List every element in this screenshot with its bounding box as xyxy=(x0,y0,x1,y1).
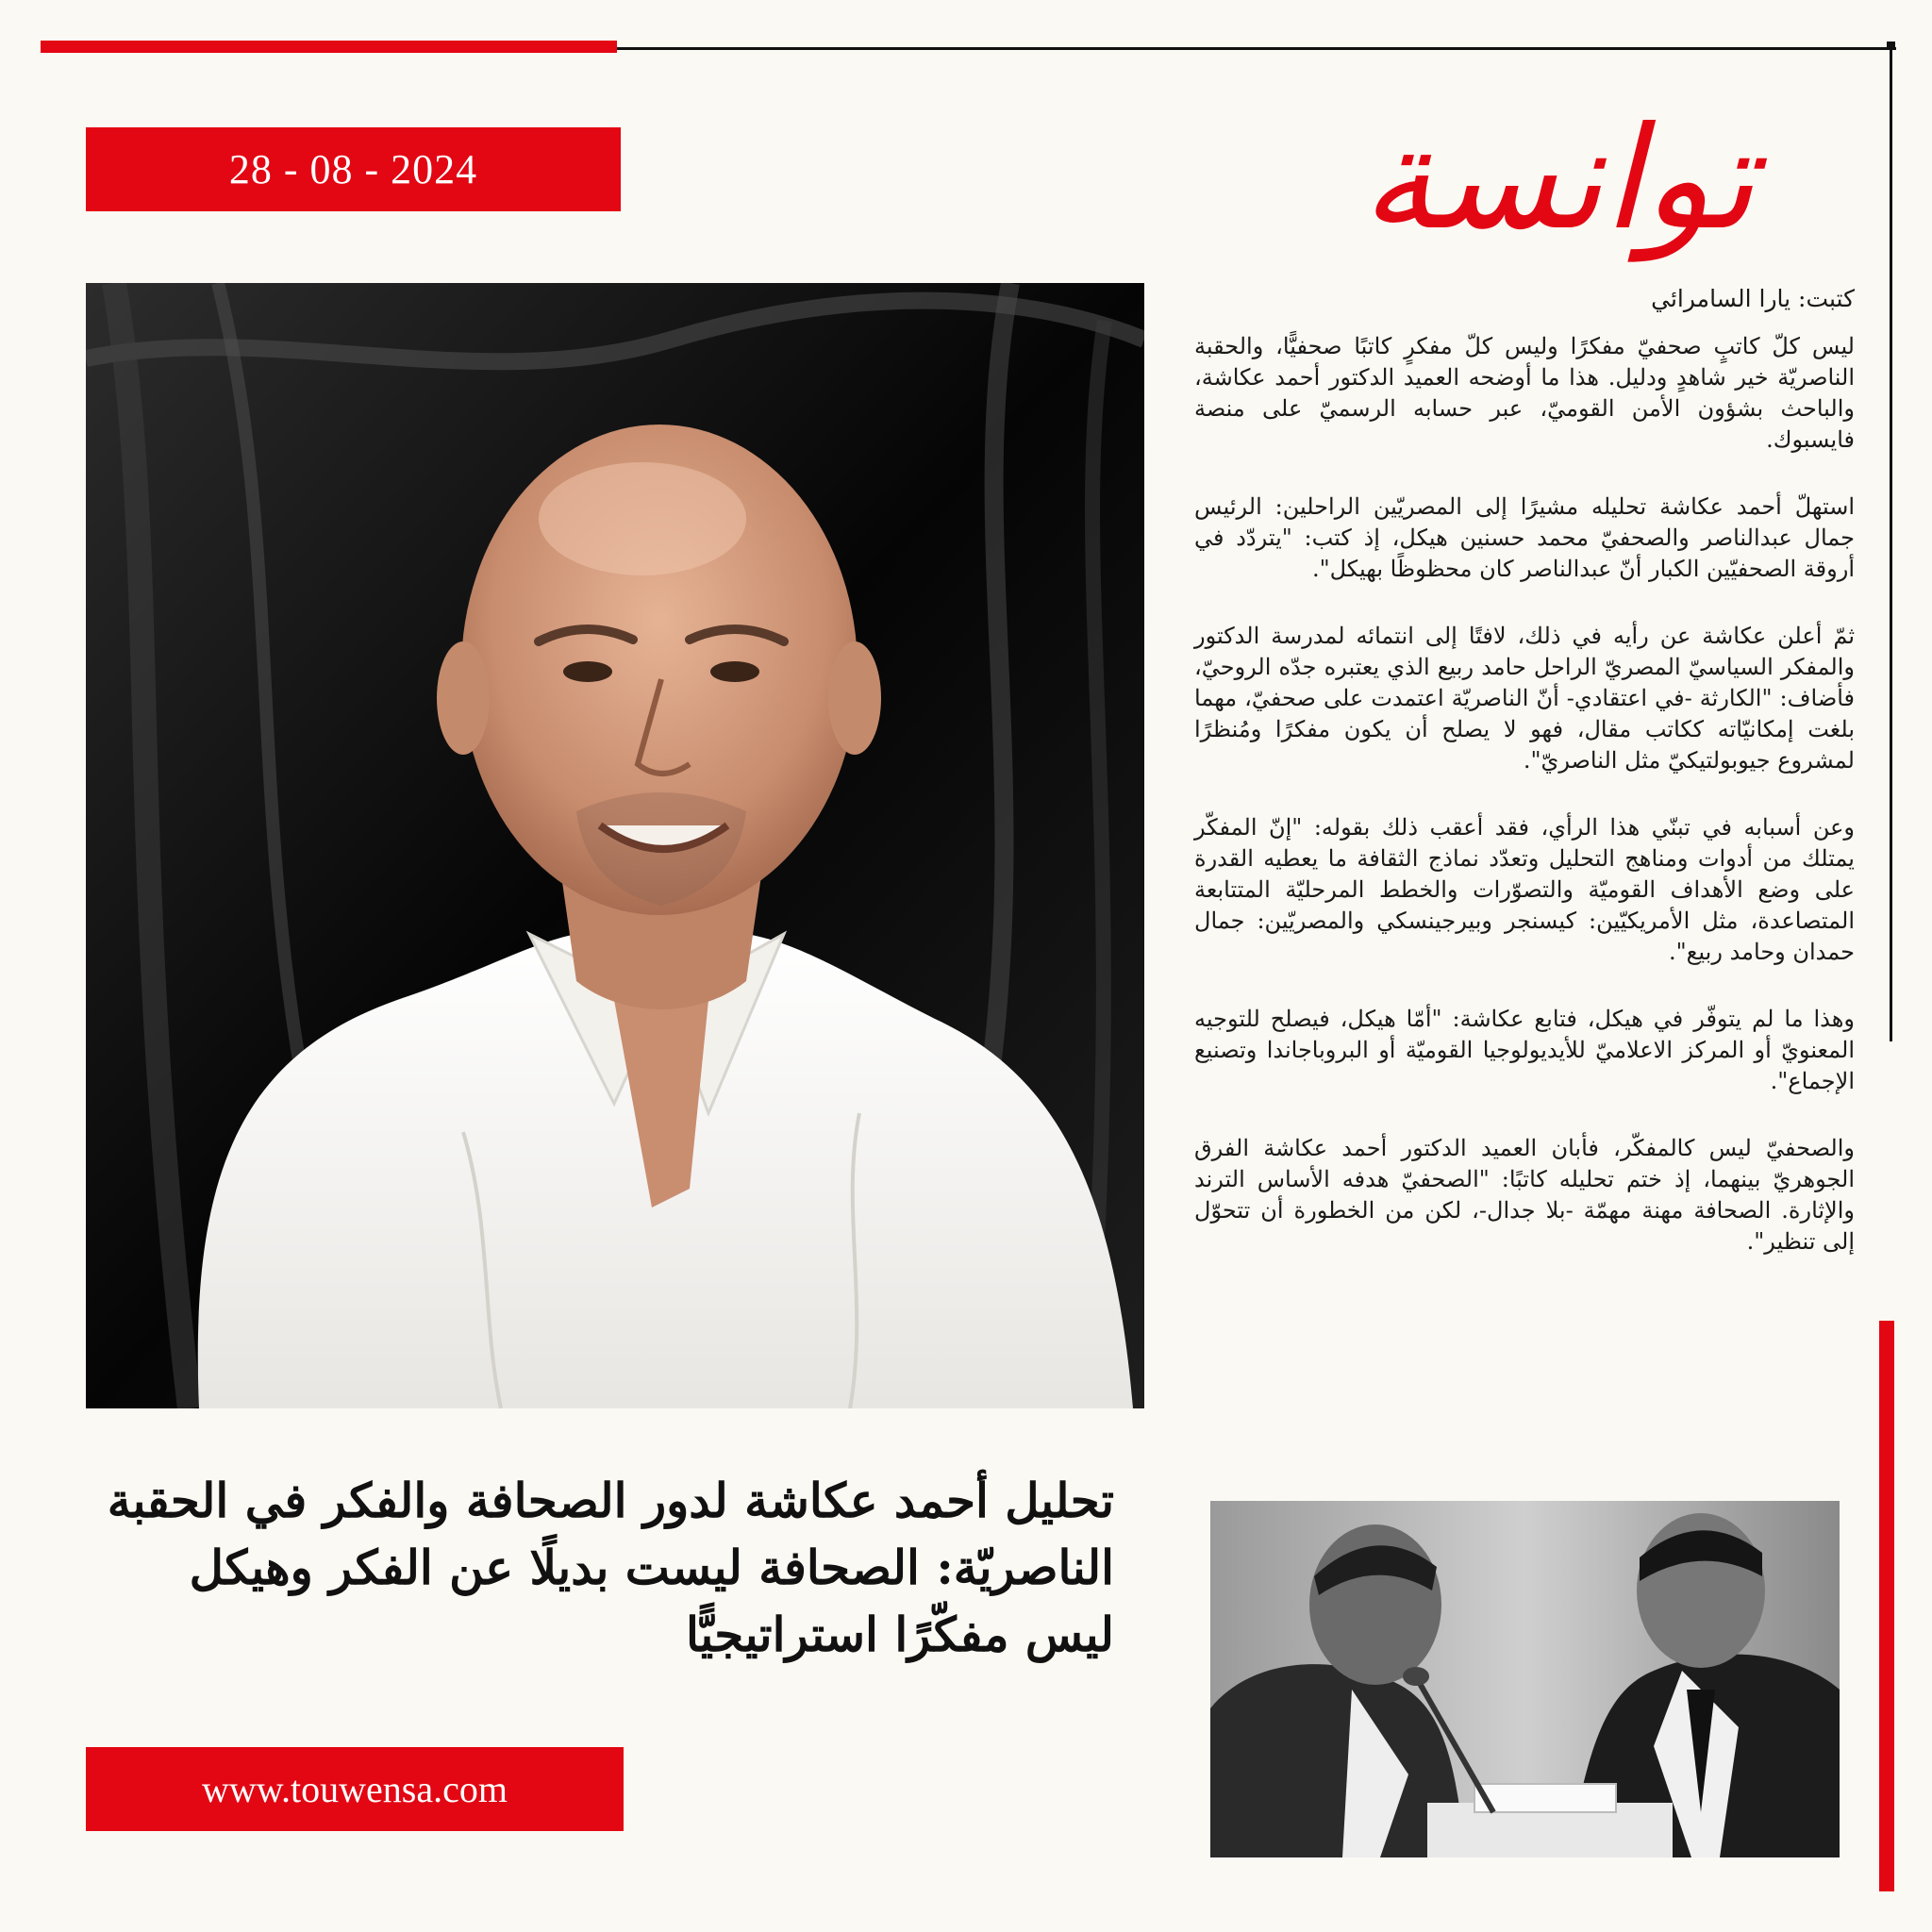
right-vertical-rule xyxy=(1890,42,1892,1041)
headline: تحليل أحمد عكاشة لدور الصحافة والفكر في الحقبة الناصريّة: الصحافة ليست بديلًا عن الفكر وهيكل ليس مفكّرًا استراتيجيًّا xyxy=(107,1473,1114,1662)
main-portrait-photo xyxy=(86,283,1144,1408)
website-link[interactable]: www.touwensa.com xyxy=(201,1768,508,1810)
publish-date: 28 - 08 - 2024 xyxy=(228,146,478,192)
article-paragraph: وعن أسبابه في تبنّي هذا الرأي، فقد أعقب ذلك بقوله: "إنّ المفكّر يمتلك من أدوات ومناهج التحليل وتعدّد نماذج الثقافة ما يعطيه القدرة على وضع الأهداف القوميّة والتصوّرات والخطط المرحليّة المتتابعة المتصاعدة، مثل الأمريكيّين: كيسنجر وبيرجينسكي والمصريّين: جمال حمدان وحامد ربيع". xyxy=(1194,814,1855,965)
article-paragraph: والصحفيّ ليس كالمفكّر، فأبان العميد الدكتور أحمد عكاشة الفرق الجوهريّ بينهما، إذ ختم تحليله كاتبًا: "الصحفيّ هدفه الأساس الترند والإثارة. الصحافة مهنة مهمّة -بلا جدال-، لكن من الخطورة أن تتحوّل إلى تنظير". xyxy=(1194,1135,1855,1255)
article-paragraph: ليس كلّ كاتبٍ صحفيّ مفكرًا وليس كلّ مفكرٍ كاتبًا صحفيًّا، والحقبة الناصريّة خير شاهدٍ ودليل. هذا ما أوضحه العميد الدكتور أحمد عكاشة، والباحث بشؤون الأمن القوميّ، عبر حسابه الرسميّ على منصة فايسبوك. xyxy=(1194,333,1855,453)
brand-logo xyxy=(1226,94,1755,283)
article-paragraph: ثمّ أعلن عكاشة عن رأيه في ذلك، لافتًا إلى انتمائه لمدرسة الدكتور والمفكر السياسيّ المصريّ الراحل حامد ربيع الذي يعتبره جدّه الروحيّ، فأضاف: "الكارثة -في اعتقادي- أنّ الناصريّة اعتمدت على صحفيّ، مهما بلغت إمكانيّاته ككاتب مقال، فهو لا يصلح أن يكون مفكرًا ومُنظرًا لمشروع جيوبولتيكيّ مثل الناصريّ". xyxy=(1194,623,1855,774)
corner-tick xyxy=(1887,42,1895,50)
historical-photo xyxy=(1210,1501,1840,1857)
top-red-rule xyxy=(41,41,617,53)
byline: كتبت: يارا السامرائي xyxy=(1651,285,1855,312)
article-paragraph: استهلّ أحمد عكاشة تحليله مشيرًا إلى المصريّين الراحلين: الرئيس جمال عبدالناصر والصحفيّ محمد حسنين هيكل، إذ كتب: "يتردّد في أروقة الصحفيّين الكبار أنّ عبدالناصر كان محظوظًا بهيكل". xyxy=(1194,493,1855,582)
right-red-rule xyxy=(1879,1321,1894,1891)
logo-text: توانسة xyxy=(1361,97,1755,261)
article-body xyxy=(1194,283,1855,1293)
article-paragraph: وهذا ما لم يتوفّر في هيكل، فتابع عكاشة: "أمّا هيكل، فيصلح للتوجيه المعنويّ أو المركز الاعلاميّ للأيديولوجيا القوميّة أو البروباجاندا وتصنيع الإجماع". xyxy=(1194,1006,1855,1094)
top-black-rule xyxy=(617,47,1896,50)
date-banner xyxy=(86,127,621,211)
portrait-illustration xyxy=(86,283,1144,1408)
website-banner[interactable] xyxy=(86,1747,624,1831)
historical-photo-illustration xyxy=(1210,1501,1840,1857)
